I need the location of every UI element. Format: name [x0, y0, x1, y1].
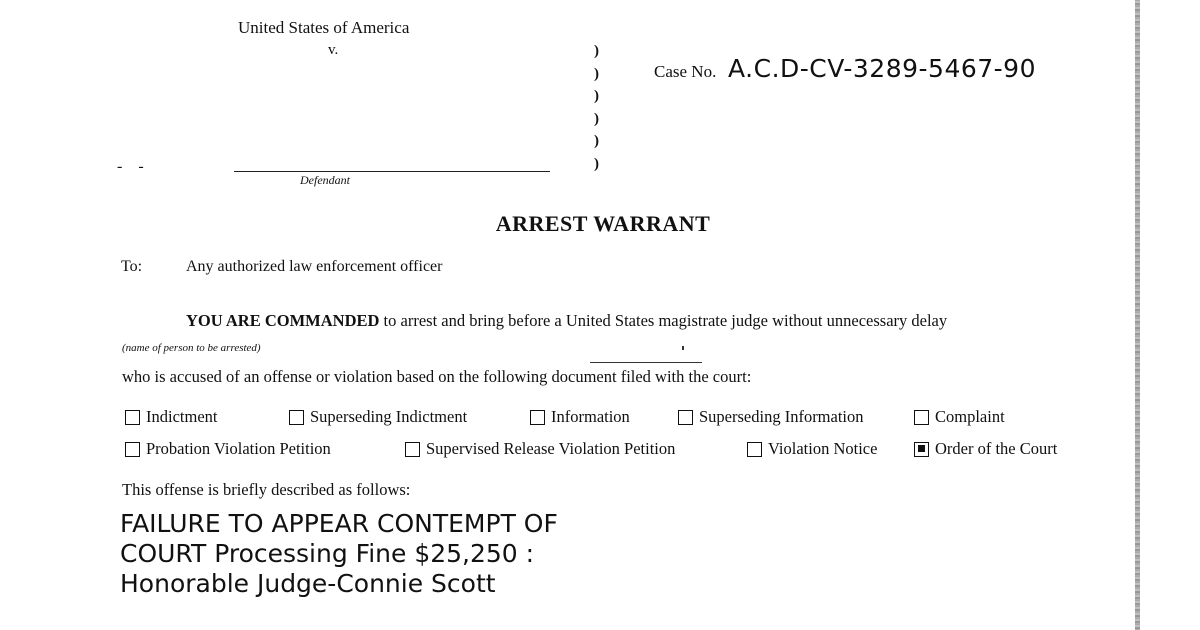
checkbox-order-of-the-court[interactable]	[914, 442, 929, 457]
doc-option-order-of-the-court[interactable]	[914, 439, 1057, 459]
checkbox-probation-violation-petition[interactable]	[125, 442, 140, 457]
doc-option-superseding-indictment[interactable]	[289, 407, 467, 427]
doc-label-superseding-indictment: Superseding Indictment	[310, 407, 468, 426]
doc-option-probation-violation-petition[interactable]	[125, 439, 331, 459]
doc-label-superseding-information: Superseding Information	[699, 407, 864, 426]
doc-option-supervised-release-violation-petition[interactable]	[405, 439, 675, 459]
doc-label-information: Information	[551, 407, 630, 426]
defendant-signature-line	[234, 171, 550, 172]
scan-tick-mark	[682, 346, 684, 350]
document-title: ARREST WARRANT	[495, 211, 711, 236]
scan-dash-marks: - -	[117, 158, 150, 175]
arrestee-name-label: (name of person to be arrested)	[122, 342, 261, 354]
addressee-value: Any authorized law enforcement officer	[186, 258, 443, 275]
doc-label-probation-violation-petition: Probation Violation Petition	[146, 439, 331, 458]
doc-option-information[interactable]	[530, 407, 630, 427]
checkbox-supervised-release-violation-petition[interactable]	[405, 442, 420, 457]
command-rest: to arrest and bring before a United States magistrate judge without unnecessary delay	[379, 311, 948, 330]
checkbox-superseding-indictment[interactable]	[289, 410, 304, 425]
arrestee-name-line	[590, 362, 702, 363]
accused-statement: who is accused of an offense or violation based on the following document filed with the court:	[122, 367, 752, 386]
doc-label-order-of-the-court: Order of the Court	[935, 439, 1058, 458]
offense-description	[120, 509, 558, 599]
defendant-label: Defendant	[300, 173, 350, 187]
paren-2: )	[594, 65, 599, 82]
checkbox-violation-notice[interactable]	[747, 442, 762, 457]
paren-1: )	[594, 43, 599, 59]
plaintiff-name: United States of America	[238, 18, 410, 37]
offense-line-1: FAILURE TO APPEAR CONTEMPT OF	[120, 509, 558, 538]
command-bold: YOU ARE COMMANDED	[186, 311, 380, 330]
offense-line-2: COURT Processing Fine $25,250 :	[120, 539, 535, 568]
scan-page-edge	[1135, 0, 1140, 630]
checkbox-complaint[interactable]	[914, 410, 929, 425]
checkbox-information[interactable]	[530, 410, 545, 425]
doc-option-complaint[interactable]	[914, 407, 1005, 427]
paren-3: )	[594, 88, 599, 104]
doc-label-indictment: Indictment	[146, 407, 218, 426]
checkbox-indictment[interactable]	[125, 410, 140, 425]
case-number: A.C.D-CV-3289-5467-90	[728, 54, 1036, 83]
doc-label-supervised-release-violation-petition: Supervised Release Violation Petition	[426, 439, 676, 458]
command-paragraph	[186, 311, 947, 331]
doc-label-violation-notice: Violation Notice	[768, 439, 878, 458]
doc-option-superseding-information[interactable]	[678, 407, 864, 427]
doc-label-complaint: Complaint	[935, 407, 1005, 426]
case-number-label: Case No.	[654, 62, 717, 81]
paren-6: )	[594, 155, 599, 172]
doc-option-indictment[interactable]	[125, 407, 217, 427]
offense-description-label: This offense is briefly described as follows:	[122, 480, 411, 499]
caption-parentheses	[594, 40, 604, 175]
paren-5: )	[594, 133, 599, 149]
doc-option-violation-notice[interactable]	[747, 439, 877, 459]
paren-4: )	[594, 110, 599, 127]
offense-line-3: Honorable Judge-Connie Scott	[120, 569, 496, 598]
checkbox-superseding-information[interactable]	[678, 410, 693, 425]
versus-label: v.	[328, 42, 339, 58]
addressee-label: To:	[121, 258, 143, 275]
